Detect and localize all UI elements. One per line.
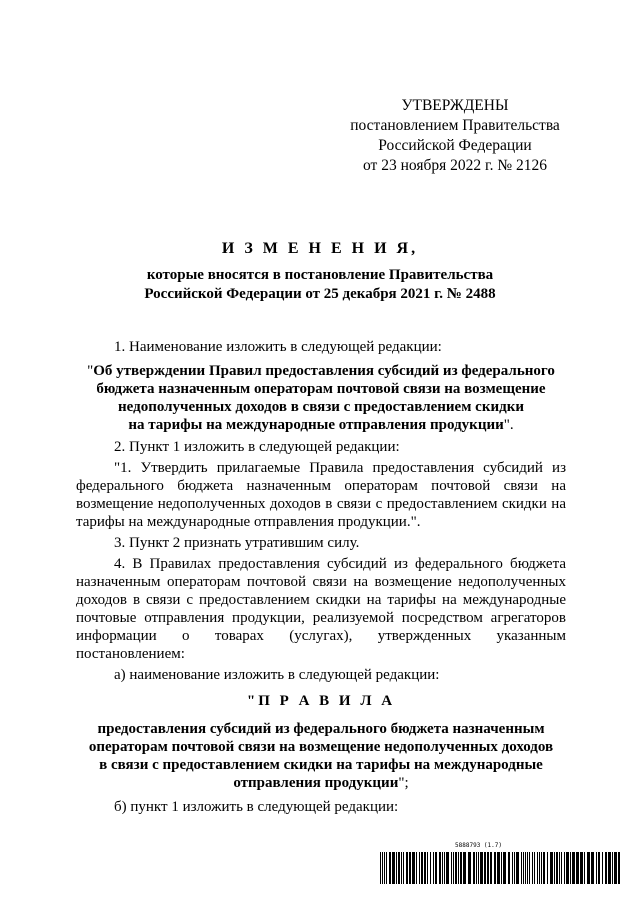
quoted-title-line-3: недополученных доходов в связи с предоставлением скидки (118, 399, 524, 415)
rules-heading: "П Р А В И Л А (246, 693, 396, 709)
approval-line-federation: Российской Федерации (378, 137, 532, 154)
item-4a: а) наименование изложить в следующей редакции: (114, 667, 440, 683)
quote-close: ". (503, 417, 514, 433)
item-3: 3. Пункт 2 признать утратившим силу. (114, 535, 360, 551)
quoted-title-line-1 (76, 362, 566, 380)
item-4: 4. В Правилах предоставления субсидий из федерального бюджета назначенным операторам почтовой связи на возмещение недополученных доходов в связи с предоставлением скидки на тарифы на международные почтовые отправления продукции, реализуемой посредством агрегаторов информации о товарах (услугах), утвержденных указанным постановлением: (76, 556, 566, 662)
document-body (76, 338, 566, 816)
approval-line-resolution: постановлением Правительства (350, 117, 560, 134)
rules-title-text-4: отправления продукции (233, 775, 399, 791)
document-subtitle (80, 266, 560, 304)
barcode-number: 5888793 (1.7) (455, 842, 502, 849)
approval-line-approved: УТВЕРЖДЕНЫ (401, 97, 509, 114)
subtitle-line-2: Российской Федерации от 25 декабря 2021 г. № 2488 (144, 286, 496, 302)
rules-title-line-2: операторам почтовой связи на возмещение недополученных доходов (88, 739, 554, 755)
document-title: И З М Е Н Е Н И Я, (221, 240, 419, 257)
item-4b: б) пункт 1 изложить в следующей редакции: (114, 799, 399, 815)
quoted-title-line-4 (76, 416, 566, 434)
rules-title-line-1: предоставления субсидий из федерального бюджета назначенным (97, 721, 545, 737)
item-2: 2. Пункт 1 изложить в следующей редакции: (114, 439, 400, 455)
rules-title-line-4 (76, 774, 566, 792)
approval-line-date: от 23 ноября 2022 г. № 2126 (363, 157, 547, 174)
barcode-icon (380, 852, 620, 884)
subtitle-line-1: которые вносятся в постановление Правительства (146, 267, 494, 283)
rules-title-line-3: в связи с предоставлением скидки на тарифы на международные (99, 757, 543, 773)
rules-close: "; (398, 775, 409, 791)
item-1: 1. Наименование изложить в следующей редакции: (114, 339, 442, 355)
item-2-quote: "1. Утвердить прилагаемые Правила предоставления субсидий из федерального бюджета назначенным операторам почтовой связи на возмещение недополученных доходов в связи с предоставлением скидки на тарифы на международные отправления продукции.". (76, 460, 566, 530)
approval-block (330, 96, 580, 176)
quoted-title-text-4: на тарифы на международные отправления продукции (128, 417, 504, 433)
quoted-title-text-1: Об утверждении Правил предоставления субсидий из федерального (93, 363, 555, 379)
quoted-title-line-2: бюджета назначенным операторам почтовой связи на возмещение (96, 381, 546, 397)
rules-title (76, 720, 566, 792)
quote-open: " (87, 363, 94, 379)
barcode-area (380, 840, 620, 890)
quoted-title (76, 362, 566, 434)
